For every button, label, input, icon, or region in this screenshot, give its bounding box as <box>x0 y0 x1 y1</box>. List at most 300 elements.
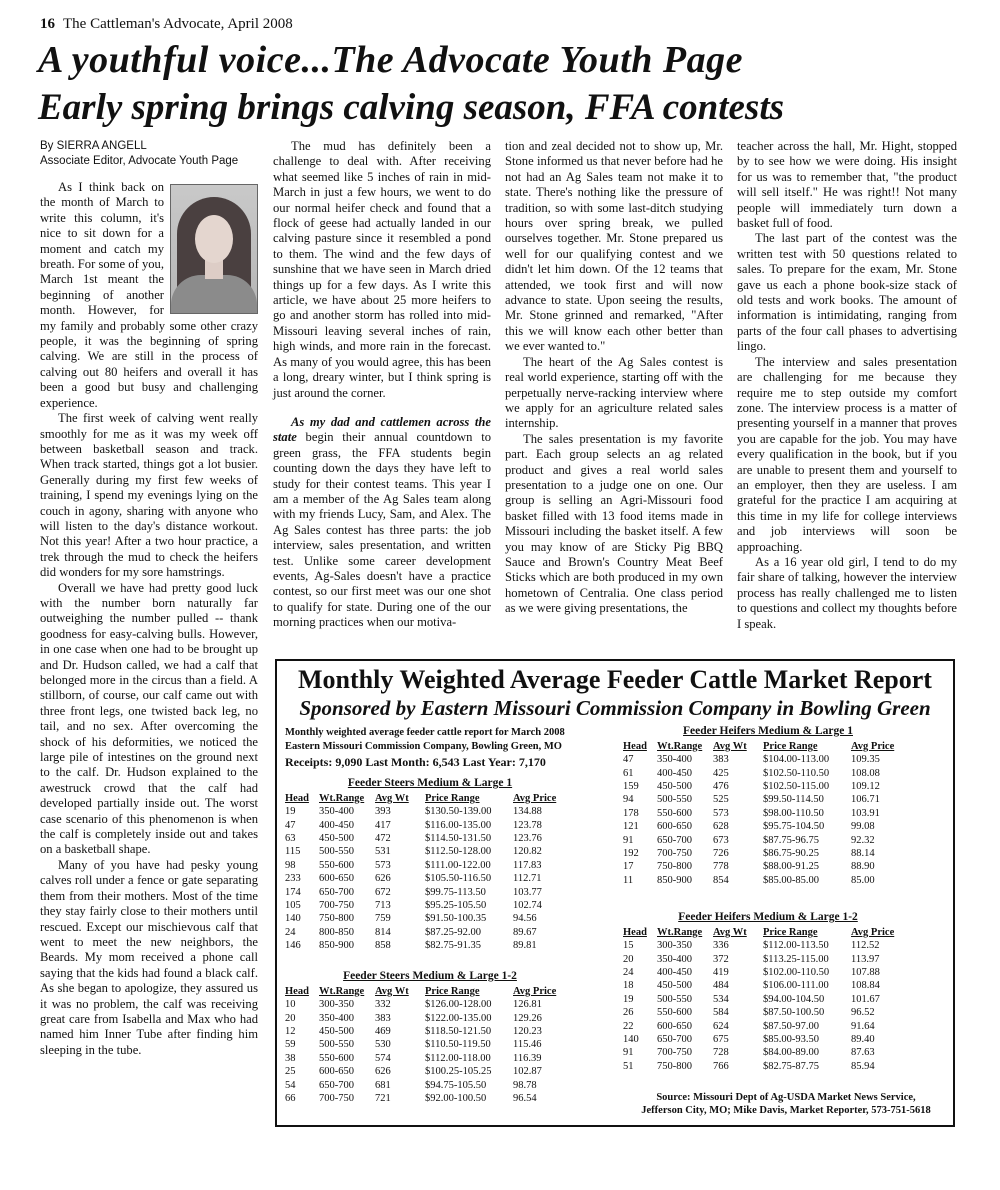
table-row <box>285 1025 573 1038</box>
table-cell: 24 <box>623 966 634 978</box>
table-cell: 700-750 <box>319 1092 354 1104</box>
paragraph-text: begin their annual countdown to green grass, the FFA students begin counting down the days they have left to study for their contest teams. This year I am a member of the Ag Sales team along with my friends Lucy, Sam, and Alex. The Ag Sales contest has three parts: the job interview, sales presentation, and written test. Unlike some career development events, Ag-Sales doesn't have a practice contest, so our first meet was our one shot to qualify for state. During one of the our morning practices when our motiva- <box>273 430 491 630</box>
table-cell: 120.23 <box>513 1025 542 1037</box>
publication-name: The Cattleman's Advocate, April 2008 <box>63 16 293 32</box>
table-cell: 500-550 <box>319 846 354 858</box>
table-row <box>285 926 573 939</box>
table-row <box>623 952 911 965</box>
table-cell: 115 <box>285 846 301 858</box>
table-cell: 159 <box>623 780 639 792</box>
table-cell: 88.90 <box>851 861 875 873</box>
table-cell: $87.50-97.00 <box>763 1020 819 1032</box>
table-cell: $112.00-113.50 <box>763 940 829 952</box>
table-cell: $118.50-121.50 <box>425 1025 492 1037</box>
table-cell: 673 <box>713 834 729 846</box>
table-cell: $102.50-110.50 <box>763 767 830 779</box>
table-cell: $82.75-91.35 <box>425 940 481 952</box>
table-cell: $92.00-100.50 <box>425 1092 487 1104</box>
table-cell: 400-450 <box>319 819 354 831</box>
table-cell: 600-650 <box>657 1020 692 1032</box>
article-paragraph: The heart of the Ag Sales contest is real world experience, starting off with the perpetually nerve-racking interview where we apply for an agriculture related sales internship. <box>505 354 723 431</box>
table-cell: 91 <box>623 1047 634 1059</box>
table-cell: 112.71 <box>513 873 542 885</box>
table-row <box>285 1078 573 1091</box>
table-row <box>285 845 573 858</box>
table-cell: 94.56 <box>513 913 537 925</box>
table-cell: $94.00-104.50 <box>763 993 825 1005</box>
table-cell: 500-550 <box>319 1039 354 1051</box>
table-cell: 336 <box>713 940 729 952</box>
table-cell: 12 <box>285 1025 296 1037</box>
table-row <box>285 1011 573 1024</box>
table-cell: 721 <box>375 1092 391 1104</box>
report-subtitle: Sponsored by Eastern Missouri Commission Company in Bowling Green <box>299 696 931 720</box>
table-cell: 383 <box>713 754 729 766</box>
table-cell: 626 <box>375 873 391 885</box>
table-cell: $95.25-105.50 <box>425 899 487 911</box>
table-cell: $85.00-85.00 <box>763 874 819 886</box>
table-cell: 123.76 <box>513 832 542 844</box>
table-cell: 531 <box>375 846 391 858</box>
table-cell: 550-600 <box>657 807 692 819</box>
table-cell: $113.25-115.00 <box>763 953 829 965</box>
report-intro-line: Eastern Missouri Commission Company, Bowling Green, MO <box>285 741 562 752</box>
table-cell: 766 <box>713 1060 729 1072</box>
table-cell: 106.71 <box>851 794 880 806</box>
report-intro-line: Monthly weighted average feeder cattle report for March 2008 <box>285 727 565 738</box>
article-paragraph: As a 16 year old girl, I tend to do my fair share of talking, however the interview process has really challenged me to listen to questions and collect my thoughts before I speak. <box>737 554 957 631</box>
article-paragraph: The sales presentation is my favorite part. Each group selects an ag related product and gives a real world sales presentation to a judge one on one. Our group is selling an Agri-Missouri food basket filled with 13 food items made in Missouri including the basket itself. A few you may know of are Sticky Pig BBQ Sauce and Brown's Country Meat Beef Sticks which are both produced in my own hometown of Centralia. One class period as we were giving presentations, the <box>505 431 723 616</box>
column-header: Price Range <box>425 985 480 997</box>
column-header: Wt.Range <box>657 740 703 752</box>
table-cell: 140 <box>285 913 301 925</box>
table-cell: 47 <box>285 819 296 831</box>
table-cell: 15 <box>623 940 634 952</box>
article-paragraph: The interview and sales presentation are challenging for me because they require me to step outside my comfort zone. The interview process is a matter of presenting yourself in a manner that proves you are capable for the job. You may have every qualification in the book, but if you are unable to present them and yourself to an employer, then they are useless. I am grateful for the practice I am acquiring at this time in my life for college interviews and job interviews will soon be approaching. <box>737 354 957 554</box>
page-header <box>40 16 293 33</box>
byline-role: Associate Editor, Advocate Youth Page <box>40 155 239 167</box>
column-header: Head <box>623 926 647 938</box>
table-cell: 332 <box>375 999 391 1011</box>
table-cell: 134.88 <box>513 806 542 818</box>
table-cell: 98 <box>285 859 296 871</box>
table-cell: 419 <box>713 966 729 978</box>
table-cell: 759 <box>375 913 391 925</box>
table-row <box>623 966 911 979</box>
column-header: Avg Wt <box>375 985 409 997</box>
table-cell: 61 <box>623 767 634 779</box>
article-paragraph <box>273 415 491 631</box>
table-cell: 108.84 <box>851 980 880 992</box>
report-source <box>623 1091 949 1117</box>
market-table <box>623 911 913 1073</box>
table-cell: 672 <box>375 886 391 898</box>
table-row <box>623 847 911 860</box>
table-cell: 858 <box>375 940 391 952</box>
table-cell: 700-750 <box>319 899 354 911</box>
table-row <box>623 1046 911 1059</box>
table-cell: $84.00-89.00 <box>763 1047 819 1059</box>
market-table <box>285 970 575 1105</box>
column-header: Avg Price <box>851 740 895 752</box>
table-cell: 383 <box>375 1012 391 1024</box>
table-cell: 400-450 <box>657 767 692 779</box>
table-cell: 393 <box>375 806 391 818</box>
column-header: Price Range <box>763 926 818 938</box>
table-row <box>623 780 911 793</box>
table-cell: 850-900 <box>319 940 354 952</box>
table-cell: 107.88 <box>851 966 880 978</box>
table-cell: 121 <box>623 821 639 833</box>
table-row <box>285 1052 573 1065</box>
price-table <box>285 984 573 1105</box>
table-header-row <box>623 925 911 939</box>
table-cell: 19 <box>285 806 296 818</box>
table-row <box>285 899 573 912</box>
column-header: Wt.Range <box>657 926 703 938</box>
table-cell: $122.00-135.00 <box>425 1012 492 1024</box>
table-cell: 146 <box>285 940 301 952</box>
table-cell: 573 <box>713 807 729 819</box>
table-cell: 750-800 <box>319 913 354 925</box>
table-cell: 472 <box>375 832 391 844</box>
table-cell: 550-600 <box>319 1052 354 1064</box>
table-cell: 117.83 <box>513 859 542 871</box>
table-cell: 96.52 <box>851 1007 875 1019</box>
table-cell: 675 <box>713 1033 729 1045</box>
table-cell: $105.50-116.50 <box>425 873 492 885</box>
table-cell: 600-650 <box>657 821 692 833</box>
table-cell: 89.40 <box>851 1033 875 1045</box>
report-receipts: Receipts: 9,090 Last Month: 6,543 Last Year: 7,170 <box>285 755 546 769</box>
price-table <box>623 925 911 1073</box>
table-cell: $99.75-113.50 <box>425 886 486 898</box>
table-cell: 174 <box>285 886 301 898</box>
table-cell: $99.50-114.50 <box>763 794 824 806</box>
table-cell: 778 <box>713 861 729 873</box>
table-cell: $98.00-110.50 <box>763 807 824 819</box>
table-cell: 22 <box>623 1020 634 1032</box>
table-cell: 47 <box>623 754 634 766</box>
column-header: Wt.Range <box>319 792 365 804</box>
table-cell: 300-350 <box>657 940 692 952</box>
table-cell: $110.50-119.50 <box>425 1039 491 1051</box>
table-cell: 99.08 <box>851 821 875 833</box>
report-source-line: Source: Missouri Dept of Ag-USDA Market News Service, <box>656 1092 916 1103</box>
table-cell: 10 <box>285 999 296 1011</box>
table-cell: $106.00-111.00 <box>763 980 829 992</box>
table-cell: 101.67 <box>851 993 880 1005</box>
table-row <box>623 766 911 779</box>
table-cell: 89.81 <box>513 940 537 952</box>
column-header: Head <box>623 740 647 752</box>
table-cell: 85.94 <box>851 1060 875 1072</box>
table-cell: 19 <box>623 993 634 1005</box>
table-cell: $88.00-91.25 <box>763 861 819 873</box>
byline <box>40 139 258 169</box>
table-cell: 24 <box>285 926 296 938</box>
table-row <box>285 1038 573 1051</box>
table-cell: 91.64 <box>851 1020 875 1032</box>
column-header: Avg Wt <box>375 792 409 804</box>
table-row <box>285 912 573 925</box>
table-cell: $114.50-131.50 <box>425 832 492 844</box>
table-row <box>623 1060 911 1073</box>
table-cell: 584 <box>713 1007 729 1019</box>
table-cell: $85.00-93.50 <box>763 1033 819 1045</box>
table-cell: 109.12 <box>851 780 880 792</box>
table-row <box>623 1019 911 1032</box>
table-cell: 85.00 <box>851 874 875 886</box>
table-cell: 469 <box>375 1025 391 1037</box>
table-cell: 726 <box>713 847 729 859</box>
table-title: Feeder Heifers Medium & Large 1 <box>683 725 853 737</box>
table-cell: 102.74 <box>513 899 542 911</box>
table-row <box>623 979 911 992</box>
table-cell: 681 <box>375 1079 391 1091</box>
table-cell: $87.75-96.75 <box>763 834 819 846</box>
table-row <box>623 753 911 766</box>
table-cell: 25 <box>285 1066 296 1078</box>
article-paragraph: The first week of calving went really smoothly for me as it was my week off between basketball season and track. When track started, things got a lot busier. Generally during my first few weeks of training, I spend my evenings lying on the couch in agony, sharing with anyone who will listen to the day's distance workout. Not this year! After a two hour practice, a trek through the mud to check the heifers did wonders for my sore hamstrings. <box>40 411 258 580</box>
table-cell: 450-500 <box>319 832 354 844</box>
table-row <box>285 885 573 898</box>
price-table <box>285 791 573 952</box>
table-title: Feeder Steers Medium & Large 1 <box>347 777 513 789</box>
table-cell: 112.52 <box>851 940 880 952</box>
article-paragraph: The last part of the contest was the written test with 50 questions related to sales. To prepare for the exam, Mr. Stone gave us each a phone book-size stack of old tests and work books. The amount of information is intimidating, ranging from parts of the four call phases to advertising lingo. <box>737 231 957 354</box>
article-column-1 <box>40 139 258 1058</box>
table-cell: 425 <box>713 767 729 779</box>
table-cell: 105 <box>285 899 301 911</box>
column-header: Wt.Range <box>319 985 365 997</box>
table-row <box>285 805 573 818</box>
table-cell: $82.75-87.75 <box>763 1060 819 1072</box>
table-header-row <box>285 984 573 998</box>
table-cell: 59 <box>285 1039 296 1051</box>
price-table <box>623 739 911 887</box>
table-cell: 88.14 <box>851 847 875 859</box>
column-header: Avg Price <box>513 985 557 997</box>
page-number: 16 <box>40 16 55 32</box>
table-cell: 700-750 <box>657 847 692 859</box>
table-cell: 300-350 <box>319 999 354 1011</box>
table-cell: 624 <box>713 1020 729 1032</box>
table-cell: $130.50-139.00 <box>425 806 492 818</box>
table-cell: 63 <box>285 832 296 844</box>
table-cell: 91 <box>623 834 634 846</box>
table-row <box>285 859 573 872</box>
byline-author: By SIERRA ANGELL <box>40 140 147 152</box>
table-row <box>285 818 573 831</box>
table-cell: 350-400 <box>319 806 354 818</box>
table-row <box>623 820 911 833</box>
column-header: Avg Wt <box>713 926 747 938</box>
table-cell: 600-650 <box>319 873 354 885</box>
table-cell: 103.77 <box>513 886 542 898</box>
table-cell: 350-400 <box>657 953 692 965</box>
table-cell: 728 <box>713 1047 729 1059</box>
table-cell: $95.75-104.50 <box>763 821 825 833</box>
table-cell: 116.39 <box>513 1052 542 1064</box>
table-cell: 98.78 <box>513 1079 537 1091</box>
table-cell: 450-500 <box>319 1025 354 1037</box>
table-row <box>623 807 911 820</box>
table-cell: $104.00-113.00 <box>763 754 830 766</box>
table-cell: 372 <box>713 953 729 965</box>
table-title: Feeder Steers Medium & Large 1-2 <box>343 970 517 982</box>
table-cell: 11 <box>623 874 634 886</box>
table-cell: 417 <box>375 819 391 831</box>
table-row <box>623 1006 911 1019</box>
column-header: Avg Wt <box>713 740 747 752</box>
portrait-photo-icon <box>170 184 258 314</box>
table-row <box>285 939 573 952</box>
table-cell: 54 <box>285 1079 296 1091</box>
table-row <box>623 939 911 952</box>
table-cell: 350-400 <box>319 1012 354 1024</box>
article-paragraph: teacher across the hall, Mr. Hight, stopped by to see how we were doing. His insight for us was to remember that, "the product will sell itself." He was right!! Not many people will immediately turn down a basket full of food. <box>737 139 957 231</box>
article-column-2 <box>273 139 491 631</box>
table-cell: $87.50-100.50 <box>763 1007 825 1019</box>
table-row <box>623 1033 911 1046</box>
column-header: Price Range <box>763 740 818 752</box>
report-source-line: Jefferson City, MO; Mike Davis, Market Reporter, 573-751-5618 <box>641 1105 931 1116</box>
article-paragraph: tion and zeal decided not to show up, Mr. Stone informed us that never before had he not had an Ag Sales team not make it to state. There's nothing like the pressure of tradition, so with some last-ditch studying hours over spring break, we pulled ourselves together. Mr. Stone prepared us well for our qualifying contest and we didn't let him down. Of the 12 teams that attended, we took first and will now advance to state. Upon seeing the results, Mr. Stone grinned and remarked, "After this we will know each other better than we ever wanted to." <box>505 139 723 354</box>
table-row <box>623 993 911 1006</box>
table-cell: 850-900 <box>657 874 692 886</box>
market-report-box <box>275 659 955 1127</box>
table-cell: 400-450 <box>657 966 692 978</box>
table-cell: $116.00-135.00 <box>425 819 492 831</box>
table-row <box>623 874 911 887</box>
table-cell: 550-600 <box>319 859 354 871</box>
table-cell: 115.46 <box>513 1039 542 1051</box>
article-paragraph: The mud has definitely been a challenge to deal with. After receiving what seemed like 5 inches of rain in mid-March in just a few hours, we went to do our normal heifer check and found that a flock of geese had actually landed in our calving pasture since it resembled a pond to them. The wind and the few days of sunshine that we have seen in March dried things up for a few days. As I write this article, we have about 25 more heifers to go and another storm has rolled into mid-Missouri leaving several inches of rain, high winds, and more rain in the forecast. As many of you would agree, this has been a long, dreary winter, but I think spring is just around the corner. <box>273 139 491 400</box>
table-cell: 484 <box>713 980 729 992</box>
table-cell: 233 <box>285 873 301 885</box>
column-header: Avg Price <box>513 792 557 804</box>
table-row <box>623 833 911 846</box>
table-cell: 350-400 <box>657 754 692 766</box>
table-cell: $112.00-118.00 <box>425 1052 491 1064</box>
table-cell: 525 <box>713 794 729 806</box>
table-cell: 66 <box>285 1092 296 1104</box>
article-paragraph: Overall we have had pretty good luck with the number born naturally far outweighing the number pulled -- thank goodness for easy-calving bulls. However, in one case when one had to be brought up and Dr. Hudson called, we had a calf that belonged more in the circus than a field. A stillborn, of course, our calf came out with three front legs, one twisted back leg, no tail, and no sex. After overcoming the shock of his deformities, we noticed the large pile of intestines on the ground next to the calf. Dr. Hudson explained to the awestruck crowd that the calf had developed partially inside out. The worst case scenario of this phenomenon is when the calf is completely inside out and takes on a basketball shape. <box>40 580 258 857</box>
article-paragraph: Many of you have had pesky young calves roll under a fence or gate separating them from their mothers. Most of the time they stay fairly close to their mothers until rescued. Except our mischievous calf that went to meet the new neighbors, the Beards. My mom received a phone call saying that the kids had found a black calf. As she began to apologize, they assured us it was no problem, the calf was receiving great care from Isabella and Max who had named him Inner Tube after finding him sleeping in the tube. <box>40 857 258 1057</box>
table-cell: 500-550 <box>657 993 692 1005</box>
table-cell: 650-700 <box>319 886 354 898</box>
table-cell: 120.82 <box>513 846 542 858</box>
table-cell: 550-600 <box>657 1007 692 1019</box>
table-cell: 450-500 <box>657 780 692 792</box>
table-cell: 103.91 <box>851 807 880 819</box>
table-row <box>623 860 911 873</box>
market-table <box>623 725 913 887</box>
table-cell: 534 <box>713 993 729 1005</box>
table-cell: 92.32 <box>851 834 875 846</box>
table-cell: 113.97 <box>851 953 880 965</box>
table-cell: 854 <box>713 874 729 886</box>
table-cell: $111.00-122.00 <box>425 859 491 871</box>
table-cell: 574 <box>375 1052 391 1064</box>
table-cell: $91.50-100.35 <box>425 913 487 925</box>
table-cell: 650-700 <box>657 1033 692 1045</box>
article-column-3 <box>505 139 723 617</box>
table-cell: $102.00-110.50 <box>763 966 830 978</box>
table-cell: 87.63 <box>851 1047 875 1059</box>
table-cell: 600-650 <box>319 1066 354 1078</box>
table-cell: 26 <box>623 1007 634 1019</box>
table-cell: 108.08 <box>851 767 880 779</box>
table-cell: 38 <box>285 1052 296 1064</box>
table-row <box>285 998 573 1011</box>
page-headline: A youthful voice...The Advocate Youth Page <box>38 39 743 81</box>
table-cell: 713 <box>375 899 391 911</box>
table-cell: 89.67 <box>513 926 537 938</box>
table-row <box>285 1092 573 1105</box>
table-title: Feeder Heifers Medium & Large 1-2 <box>678 911 858 923</box>
table-cell: 20 <box>623 953 634 965</box>
table-cell: 178 <box>623 807 639 819</box>
table-cell: 750-800 <box>657 861 692 873</box>
table-cell: 126.81 <box>513 999 542 1011</box>
table-cell: 628 <box>713 821 729 833</box>
table-cell: $126.00-128.00 <box>425 999 492 1011</box>
table-cell: 140 <box>623 1033 639 1045</box>
market-table <box>285 777 575 952</box>
article-paragraph: As I think back on the month of March to write this column, it's nice to sit down for a moment and catch my breath. For some of you, March 1st meant the beginning of another month. However, for my family and probably some other crazy people, it was the beginning of spring calving. We are still in the process of calving out 80 heifers and overall it has been a good but busy and challenging experience. <box>40 180 258 410</box>
table-cell: $112.50-128.00 <box>425 846 492 858</box>
table-cell: 650-700 <box>657 834 692 846</box>
table-cell: 109.35 <box>851 754 880 766</box>
table-cell: 96.54 <box>513 1092 537 1104</box>
table-cell: 750-800 <box>657 1060 692 1072</box>
article-headline: Early spring brings calving season, FFA contests <box>38 87 784 128</box>
report-title: Monthly Weighted Average Feeder Cattle Market Report <box>298 665 932 694</box>
table-cell: 530 <box>375 1039 391 1051</box>
table-cell: 800-850 <box>319 926 354 938</box>
table-cell: 814 <box>375 926 391 938</box>
column-header: Avg Price <box>851 926 895 938</box>
column-header: Head <box>285 985 309 997</box>
table-cell: $100.25-105.25 <box>425 1066 492 1078</box>
table-cell: 20 <box>285 1012 296 1024</box>
table-cell: $86.75-90.25 <box>763 847 819 859</box>
table-cell: 51 <box>623 1060 634 1072</box>
table-cell: 573 <box>375 859 391 871</box>
table-cell: 94 <box>623 794 634 806</box>
table-cell: 650-700 <box>319 1079 354 1091</box>
table-row <box>285 1065 573 1078</box>
table-cell: 192 <box>623 847 639 859</box>
table-row <box>285 872 573 885</box>
table-cell: 626 <box>375 1066 391 1078</box>
table-cell: 123.78 <box>513 819 542 831</box>
table-header-row <box>285 791 573 805</box>
table-cell: 450-500 <box>657 980 692 992</box>
table-row <box>285 832 573 845</box>
table-cell: 102.87 <box>513 1066 542 1078</box>
column-header: Price Range <box>425 792 480 804</box>
table-row <box>623 793 911 806</box>
table-cell: 18 <box>623 980 634 992</box>
paragraph-lead-in: As my dad and cattlemen across the state <box>273 414 491 445</box>
table-cell: $102.50-115.00 <box>763 780 830 792</box>
column-header: Head <box>285 792 309 804</box>
table-header-row <box>623 739 911 753</box>
table-cell: 476 <box>713 780 729 792</box>
